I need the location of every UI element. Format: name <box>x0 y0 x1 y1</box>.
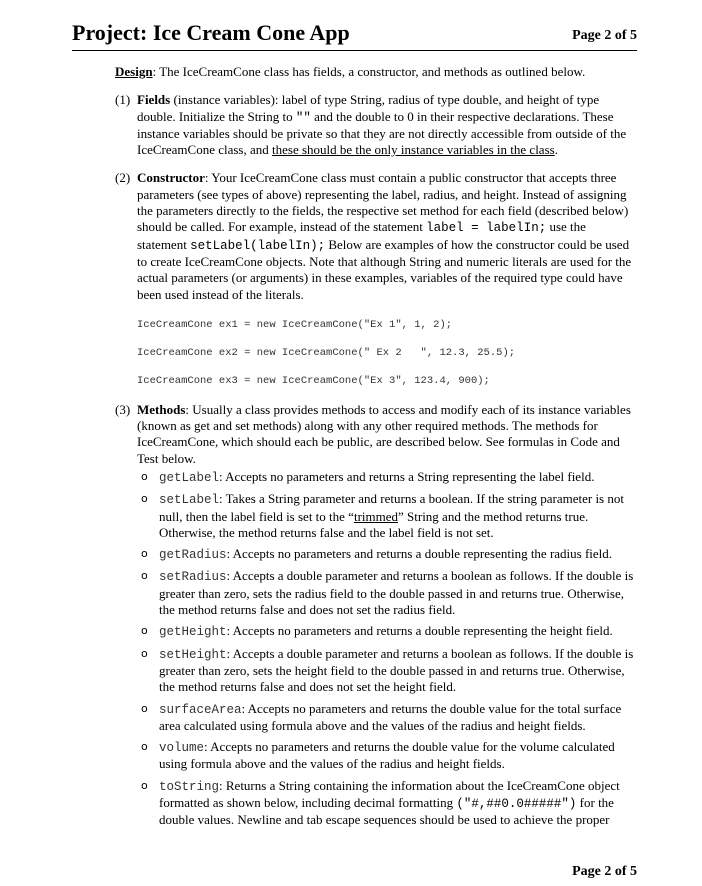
method-desc: : Accepts no parameters and returns a double representing the height field. <box>226 623 613 639</box>
bullet-icon: o <box>141 740 148 754</box>
methods-label: Methods <box>137 401 186 417</box>
fields-paragraph <box>137 92 637 158</box>
method-desc-after: for the double values. Newline and tab escape sequences should be used to achieve the proper <box>159 794 614 828</box>
method-desc: : Accepts no parameters and returns the double value for the total surface area calculated using formula above and the values of the radius and height fields. <box>159 700 622 733</box>
method-desc: : Accepts no parameters and returns a double representing the radius field. <box>226 546 613 562</box>
page-title: Project: Ice Cream Cone App <box>72 20 350 45</box>
method-name: setHeight <box>159 647 227 662</box>
only-instance-vars-note: these should be the only instance variables in the class <box>272 142 555 158</box>
methods-number: (3) <box>115 401 131 417</box>
constructor-examples <box>137 317 637 390</box>
method-desc-after: ” String and the method returns true. Otherwise, the method returns false and the label field is not set. <box>159 508 589 540</box>
method-item-getheight <box>137 623 637 640</box>
bullet-icon: o <box>141 492 148 506</box>
method-name: volume <box>159 741 205 756</box>
page-number-top: Page 2 of 5 <box>572 28 637 43</box>
bullet-icon: o <box>141 778 148 792</box>
method-item-getradius <box>137 546 637 563</box>
method-name: getHeight <box>159 625 227 640</box>
fields-text: (instance variables): label of type String, radius of type double, and height of type double. Initialize the String to <box>137 92 600 124</box>
constructor-section <box>115 170 637 389</box>
method-item-tostring <box>137 778 637 829</box>
bullet-icon: o <box>141 646 148 660</box>
method-desc: : Accepts a double parameter and returns a boolean as follows. If the double is greater than zero, sets the radius field to the double passed in and returns true. Otherwise, the method returns false and does not set the radius field. <box>159 568 634 618</box>
method-item-volume <box>137 739 637 773</box>
constructor-label: Constructor <box>137 170 205 186</box>
method-item-setheight <box>137 646 637 696</box>
constructor-number: (2) <box>115 170 131 186</box>
code-example-2: IceCreamCone ex2 = new IceCreamCone(" Ex 2 ", 12.3, 25.5); <box>137 347 516 360</box>
bullet-icon: o <box>141 469 148 483</box>
design-text: : The IceCreamCone class has fields, a constructor, and methods as outlined below. <box>152 64 586 79</box>
decimal-format-code: ("#,##0.0#####") <box>456 796 577 811</box>
method-name: getLabel <box>159 470 220 485</box>
method-item-setradius <box>137 568 637 618</box>
method-name: setRadius <box>159 570 227 585</box>
page-number-bottom: Page 2 of 5 <box>572 864 637 879</box>
method-name: getRadius <box>159 548 227 563</box>
code-example-1: IceCreamCone ex1 = new IceCreamCone("Ex 1", 1, 2); <box>137 318 453 331</box>
empty-string-code: "" <box>295 110 311 125</box>
label-assignment-code: label = labelIn; <box>426 221 547 236</box>
fields-label: Fields <box>137 92 171 108</box>
constructor-text-3: Below are examples of how the constructor could be used to create IceCreamCone objects. Note that although String and numeric literals are used for the actual parameters (or arguments) in these examples, variables of the required type could have been used instead of the literals. <box>137 236 632 302</box>
fields-section <box>115 92 637 158</box>
trimmed-link[interactable]: trimmed <box>353 508 398 524</box>
constructor-text-2: use the statement <box>137 219 586 252</box>
constructor-text: : Your IceCreamCone class must contain a public constructor that accepts three parameters (see types of above) representing the label, radius, and height. Instead of assigning the parameters directly to the fields, the respective set method for each field (described below) should be called. For example, instead of the statement <box>137 170 629 235</box>
method-desc: : Accepts no parameters and returns the double value for the volume calculated using formula above and the values of the radius and height fields. <box>159 739 615 772</box>
setlabel-call-code: setLabel(labelIn); <box>190 238 326 253</box>
fields-text-3: . <box>554 142 558 158</box>
bullet-icon: o <box>141 701 148 715</box>
method-name: setLabel <box>159 493 220 508</box>
design-paragraph <box>115 64 637 80</box>
method-desc: : Takes a String parameter and returns a boolean. If the string parameter is not null, then the label field is set to the “ <box>159 491 624 524</box>
methods-section <box>115 402 637 829</box>
method-name: surfaceArea <box>159 702 242 717</box>
bullet-icon: o <box>141 569 148 583</box>
method-item-getlabel <box>137 469 637 486</box>
document-body <box>115 64 637 841</box>
methods-list <box>137 469 637 829</box>
method-desc: : Accepts a double parameter and returns a boolean as follows. If the double is greater than zero, sets the height field to the double passed in and returns true. Otherwise, the method returns false and does not set the height field. <box>159 645 634 695</box>
code-example-3: IceCreamCone ex3 = new IceCreamCone("Ex 3", 123.4, 900); <box>137 375 490 388</box>
fields-number: (1) <box>115 92 131 108</box>
fields-text-2: and the double to 0 in their respective declarations. These instance variables should be private so that they are not directly accessible from outside of the IceCreamCone class, and <box>137 108 627 158</box>
bullet-icon: o <box>141 624 148 638</box>
page-header <box>72 20 637 51</box>
method-item-setlabel <box>137 491 637 541</box>
method-desc: : Returns a String containing the information about the IceCreamCone object formatted as shown below, including decimal formatting <box>159 777 620 810</box>
bullet-icon: o <box>141 547 148 561</box>
constructor-paragraph <box>137 170 637 302</box>
method-desc: : Accepts no parameters and returns a String representing the label field. <box>219 468 595 484</box>
method-item-surfacearea <box>137 701 637 735</box>
methods-paragraph <box>137 402 637 467</box>
methods-intro: : Usually a class provides methods to access and modify each of its instance variables (known as get and set methods) along with any other required methods. The methods for IceCreamCone, which should each be public, are described below. See formulas in Code and Test below. <box>137 401 631 466</box>
design-label: Design <box>115 64 153 79</box>
method-name: toString <box>159 779 220 794</box>
